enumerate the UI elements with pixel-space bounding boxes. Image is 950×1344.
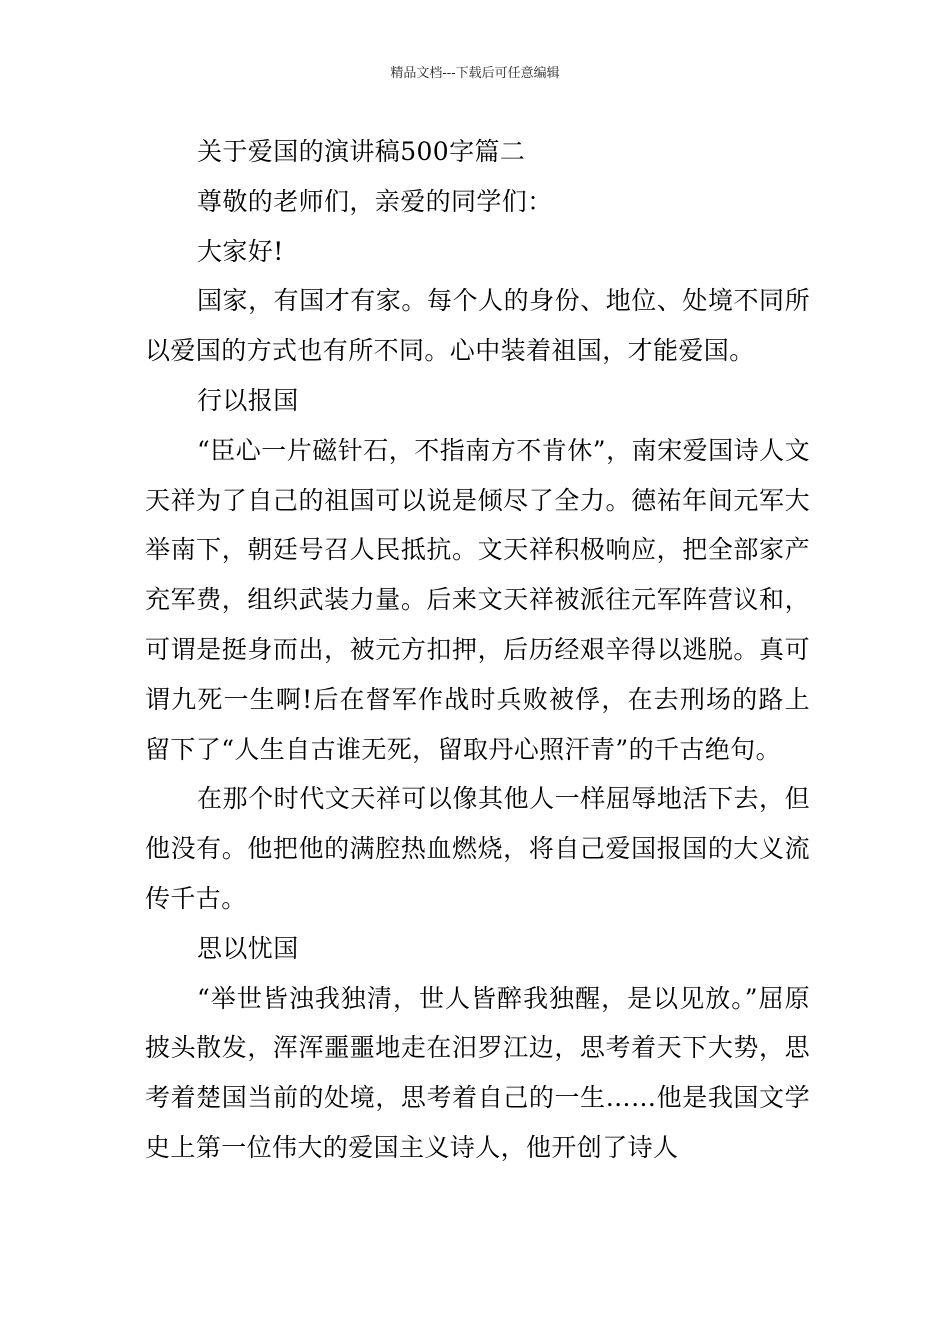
- page-header: 精品文档---下载后可任意编辑: [390, 66, 560, 81]
- greeting: 大家好!: [197, 236, 284, 266]
- section-heading: 思以忧国: [197, 933, 299, 963]
- salutation: 尊敬的老师们，亲爱的同学们：: [197, 186, 553, 216]
- paragraph: 国家，有国才有家。每个人的身份、地位、处境不同所以爱国的方式也有所不同。心中装着祖国，才能爱国。: [145, 286, 810, 366]
- paragraph: “举世皆浊我独清，世人皆醉我独醒，是以见放。”屈原披头散发，浑浑噩噩地走在汨罗江边，思考着天下大势，思考着楚国当前的处境，思考着自己的一生……他是我国文学史上第一位伟大的爱国主义诗人，他开创了诗人: [145, 983, 810, 1162]
- paragraph: 在那个时代文天祥可以像其他人一样屈辱地活下去，但他没有。他把他的满腔热血燃烧，将自己爱国报国的大义流传千古。: [145, 784, 810, 913]
- document-title: 关于爱国的演讲稿500字篇二: [197, 137, 526, 166]
- section-heading: 行以报国: [197, 385, 299, 415]
- document-body: [145, 127, 810, 1173]
- paragraph: “臣心一片磁针石，不指南方不肯休”，南宋爱国诗人文天祥为了自己的祖国可以说是倾尽了全力。德祐年间元军大举南下，朝廷号召人民抵抗。文天祥积极响应，把全部家产充军费，组织武装力量。后来文天祥被派往元军阵营议和，可谓是挺身而出，被元方扣押，后历经艰辛得以逃脱。真可谓九死一生啊!后在督军作战时兵败被俘，在去刑场的路上留下了“人生自古谁无死，留取丹心照汗青”的千古绝句。: [145, 435, 810, 764]
